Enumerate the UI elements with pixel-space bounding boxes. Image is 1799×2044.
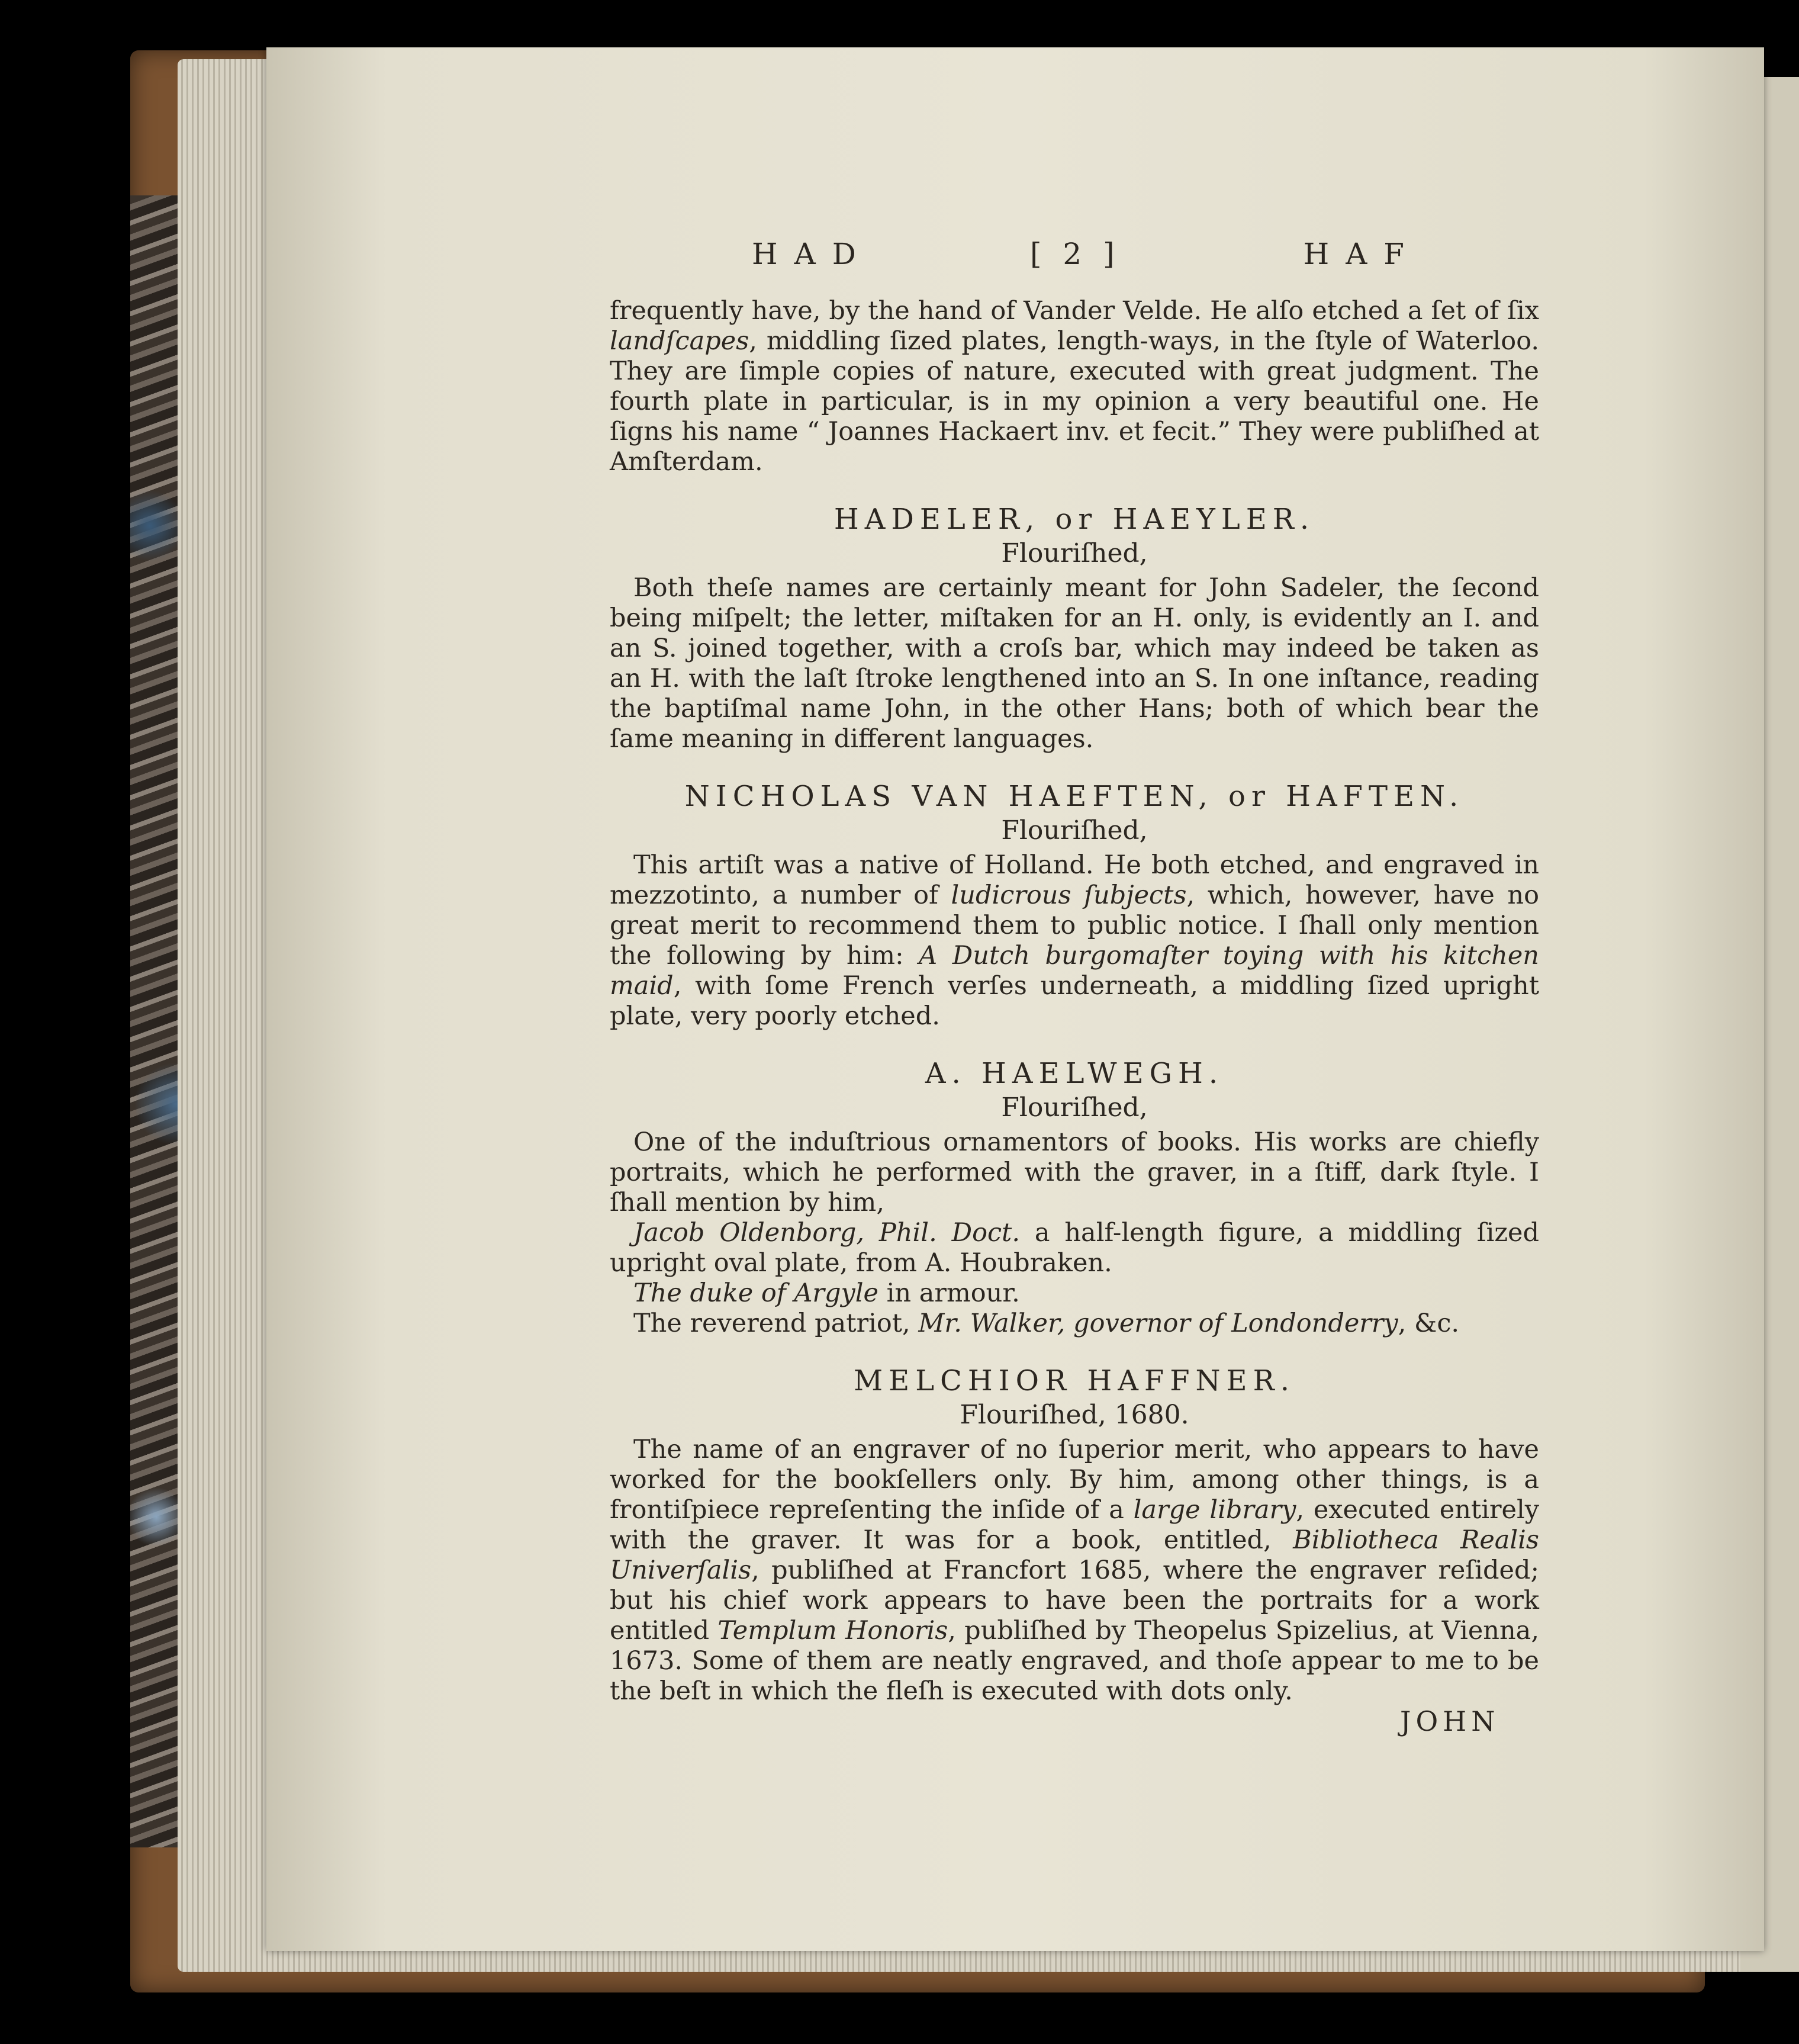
page-number: [ 2 ] xyxy=(1030,237,1121,271)
work-item xyxy=(610,1218,1539,1278)
entry-flourished: Flouriſhed, xyxy=(1001,538,1148,568)
intro-text-1: frequently have, by the hand of Vander Velde. He alſo etched a ſet of ſix xyxy=(610,296,1539,326)
intro-italic-1: landſcapes xyxy=(610,326,749,356)
text-run: , publiſhed by Theopelus Spizelius, at Vienna, 1673. Some of them are neatly engraved, and thoſe appear to me to be the beſt in which the fleſh is executed with dots only. xyxy=(610,1616,1539,1706)
entry-flourished: Flouriſhed, 1680. xyxy=(960,1400,1189,1430)
text-run: a half-length figure, a middling ſized upright oval plate, from A. Houbraken. xyxy=(610,1218,1540,1278)
catchword: JOHN xyxy=(1400,1705,1500,1737)
intro-paragraph xyxy=(610,296,1539,477)
text-run: This artiſt was a native of Holland. He both etched, and engraved in mezzotinto, a number of xyxy=(610,850,1539,910)
page-body xyxy=(610,296,1539,1706)
text-run: , publiſhed at Francfort 1685, where the engraver reſided; but his chief work appears to have been the portraits for a work entitled xyxy=(610,1556,1539,1646)
italic-run: ludicrous ſubjects xyxy=(951,880,1187,910)
work-item xyxy=(610,1278,1539,1309)
work-item xyxy=(610,1309,1539,1339)
entry-flourished: Flouriſhed, xyxy=(1001,815,1148,846)
text-run: The reverend patriot, xyxy=(633,1309,919,1338)
italic-run: A Dutch burgomaſter toying with his kitchen maid xyxy=(610,941,1539,1001)
text-run: The name of an engraver of no ſuperior merit, who appears to have worked for the bookſellers only. By him, among other things, is a frontiſpiece repreſenting the inſide of a xyxy=(610,1435,1539,1525)
text-run: , &c. xyxy=(1398,1309,1460,1338)
text-run: , with ſome French verſes underneath, a middling ſized upright plate, very poorly etched. xyxy=(610,971,1539,1031)
entry-heading: HADELER, or HAEYLER. xyxy=(833,503,1315,536)
italic-run: Jacob Oldenborg, Phil. Doct. xyxy=(633,1218,1020,1248)
italic-run: Mr. Walker, governor of Londonderry xyxy=(918,1309,1398,1338)
entry-paragraph xyxy=(610,1435,1539,1706)
text-run: , which, however, have no great merit to recommend them to public notice. I ſhall only mention the following by him: xyxy=(610,880,1539,970)
entry-paragraph: One of the induſtrious ornamentors of books. His works are chiefly portraits, which he performed with the graver, in a ſtiff, dark ſtyle. I ſhall mention by him, xyxy=(610,1127,1539,1217)
italic-run: Templum Honoris xyxy=(717,1616,948,1646)
entry-heading: NICHOLAS VAN HAEFTEN, or HAFTEN. xyxy=(684,780,1465,813)
italic-run: The duke of Argyle xyxy=(633,1278,878,1308)
intro-text-2: , middling ſized plates, length-ways, in the ſtyle of Waterloo. They are ſimple copies of nature, executed with great judgment. The fourth plate in particular, is in my opinion a very beautiful one. He ſigns his name “ Joannes Hackaert inv. et fecit.” They were publiſhed at Amſterdam. xyxy=(610,326,1539,477)
entry-paragraph: Both theſe names are certainly meant for John Sadeler, the ſecond being miſpelt; the letter, miſtaken for an H. only, is evidently an I. and an S. joined together, with a croſs bar, which may indeed be taken as an H. with the laſt ſtroke lengthened into an S. In one inſtance, reading the baptiſmal name John, in the other Hans; both of which bear the ſame meaning in different languages. xyxy=(610,573,1539,754)
italic-run: large library xyxy=(1133,1495,1296,1525)
text-run: in armour. xyxy=(878,1278,1020,1308)
italic-run: Bibliotheca Realis Univerſalis xyxy=(610,1525,1539,1585)
text-run: , executed entirely with the graver. It was for a book, entitled, xyxy=(610,1495,1540,1555)
running-head-right: HAF xyxy=(1303,237,1421,271)
running-head-left: HAD xyxy=(752,237,873,271)
entry-heading: MELCHIOR HAFFNER. xyxy=(854,1364,1295,1397)
running-head xyxy=(752,237,1421,278)
entry-paragraph xyxy=(610,850,1539,1031)
entry-heading: A. HAELWEGH. xyxy=(925,1057,1224,1090)
entry-flourished: Flouriſhed, xyxy=(1001,1092,1148,1123)
